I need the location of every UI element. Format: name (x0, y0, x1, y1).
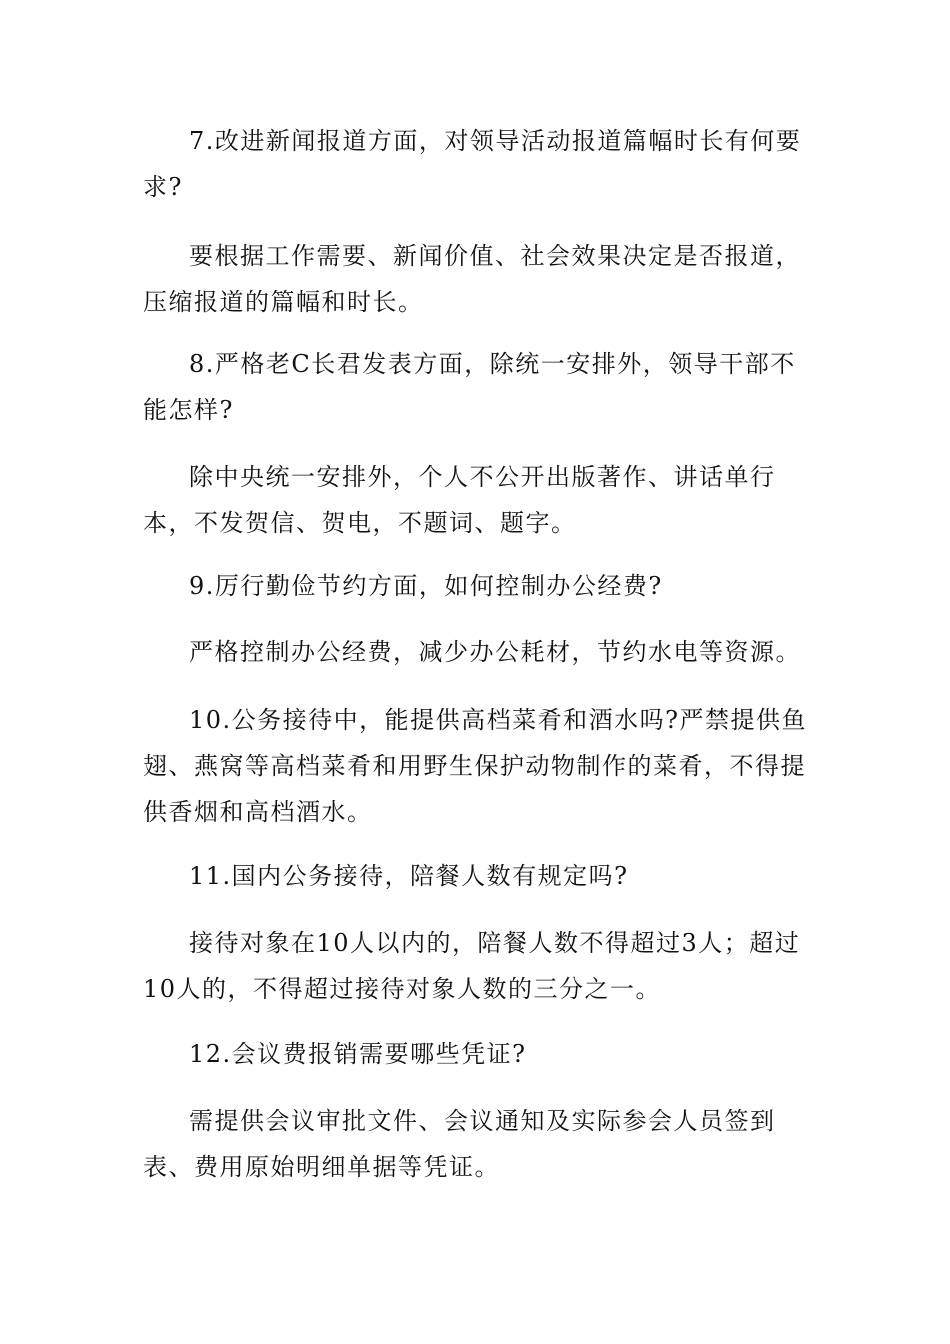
question-8: 8.严格老C长君发表方面，除统一安排外，领导干部不能怎样? (143, 350, 796, 424)
question-12: 12.会议费报销需要哪些凭证? (189, 1040, 527, 1068)
answer-11: 接待对象在10人以内的，陪餐人数不得超过3人；超过10人的，不得超过接待对象人数的三分之一。 (143, 929, 801, 1003)
question-9: 9.厉行勤俭节约方面，如何控制办公经费? (189, 572, 663, 600)
answer-12: 需提供会议审批文件、会议通知及实际参会人员签到表、费用原始明细单据等凭证。 (143, 1107, 776, 1181)
answer-9: 严格控制办公经费，减少办公耗材，节约水电等资源。 (189, 638, 801, 666)
question-7: 7.改进新闻报道方面，对领导活动报道篇幅时长有何要求? (143, 127, 802, 201)
question-answer-10: 10.公务接待中，能提供高档菜肴和酒水吗?严禁提供鱼翅、燕窝等高档菜肴和用野生保护动物制作的菜肴，不得提供香烟和高档酒水。 (143, 706, 808, 826)
answer-8: 除中央统一安排外，个人不公开出版著作、讲话单行本，不发贺信、贺电，不题词、题字。 (143, 463, 776, 537)
question-11: 11.国内公务接待，陪餐人数有规定吗? (189, 862, 629, 890)
answer-7: 要根据工作需要、新闻价值、社会效果决定是否报道，压缩报道的篇幅和时长。 (143, 242, 801, 316)
